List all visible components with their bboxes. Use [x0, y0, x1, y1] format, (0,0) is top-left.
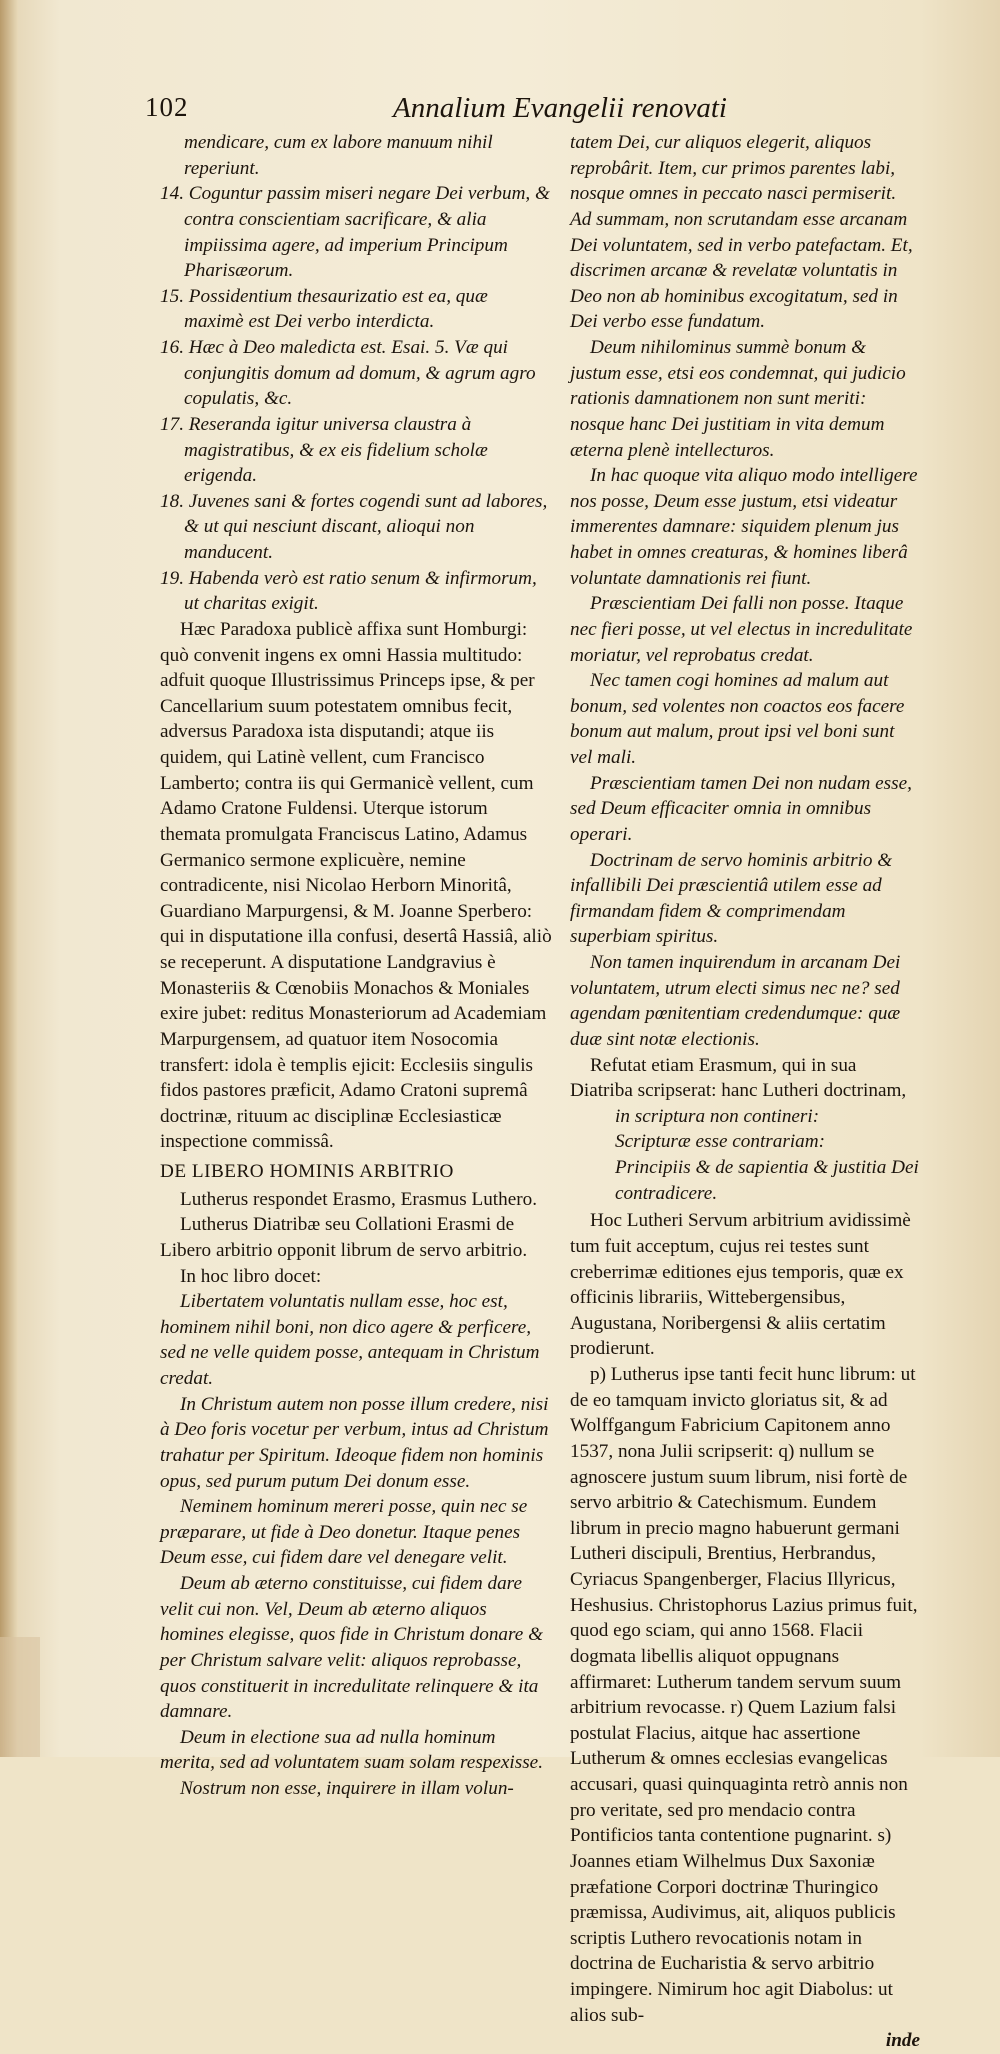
- running-title: Annalium Evangelii renovati: [393, 92, 727, 124]
- left-paragraph: Hæc Paradoxa publicè affixa sunt Homburgi: quò convenit ingens ex omni Hassia multitudo: adfuit quoque Illustrissimus Princeps ipse, & per Cancellarium suum potestatem omnibus fecit, adversus Paradoxa ista disputandi; atque iis quidem, qui Latinè vellent, cum Francisco Lamberto; contra iis qui Germanicè vellent, cum Adamo Cratone Fuldensi. Uterque istorum themata promulgata Franciscus Latino, Adamus Germanico sermone explicuère, nemine contradicente, nisi Nicolao Herborn Minoritâ, Guardiano Marpurgensi, & M. Joanne Sperbero: qui in disputatione illa confusi, desertâ Hassiâ, aliò se receperunt. A disputatione Landgravius è Monasteriis & Cœnobiis Monachos & Moniales exire jubet: reditus Monasteriorum ad Academiam Marpurgensem, ad quatuor item Nosocomia transfert: idola è templis ejicit: Ecclesiis singulis fidos pastores præficit, Adamo Cratoni supremâ doctrinæ, rituum ac disciplinæ Ecclesiasticæ inspectione commissâ.: [160, 618, 552, 1153]
- right-paragraph: Refutat etiam Erasmum, qui in sua Diatriba scripserat: hanc Lutheri doctrinam,: [570, 1054, 907, 1102]
- right-paragraph: in scriptura non contineri:: [615, 1105, 820, 1127]
- right-paragraph: Nec tamen cogi homines ad malum aut bonum, sed volentes non coactos eos facere bonum aut malum, prout ipsi vel boni sunt vel mali.: [570, 670, 905, 768]
- left-paragraph: Deum in electione sua ad nulla hominum merita, sed ad voluntatem suam solam respexisse.: [160, 1726, 543, 1774]
- left-paragraph: Neminem hominum mereri posse, quin nec se præparare, ut fide à Deo donetur. Itaque penes Deum esse, cui fidem dare vel denegare velit.: [160, 1496, 528, 1569]
- right-paragraph: tatem Dei, cur aliquos elegerit, aliquos reprobârit. Item, cur primos parentes labi, nosque omnes in peccato nasci permiserit. Ad summam, non scrutandam esse arcanam Dei voluntatem, sed in verbo patefactam. Et, discrimen arcanæ & revelatæ voluntatis in Deo non ab hominibus excogitatum, sed in Dei verbo esse fundatum.: [570, 132, 913, 333]
- left-paragraph: 16. Hæc à Deo maledicta est. Esai. 5. Væ qui conjungitis domum ad domum, & agrum agro copulatis, &c.: [160, 337, 536, 410]
- right-paragraph: Principiis & de sapientia & justitia Dei contradicere.: [615, 1157, 919, 1204]
- left-paragraph: 19. Habenda verò est ratio senum & infirmorum, ut charitas exigit.: [160, 567, 537, 615]
- right-paragraph: Non tamen inquirendum in arcanam Dei voluntatem, utrum electi simus nec ne? sed agendam pœnitentiam credendumque: quæ duæ sint notæ electionis.: [570, 952, 901, 1050]
- left-paragraph: Libertatem voluntatis nullam esse, hoc est, hominem nihil boni, non dico agere & perficere, sed ne velle quidem posse, antequam in Christum credat.: [160, 1291, 540, 1389]
- catchword: inde: [885, 2030, 920, 2052]
- left-paragraph: 14. Coguntur passim miseri negare Dei verbum, & contra conscientiam sacrificare, & alia impiissima agere, ad imperium Principum Pharisæorum.: [160, 183, 550, 282]
- page-header: [145, 92, 745, 132]
- left-paragraph: 18. Juvenes sani & fortes cogendi sunt ad labores, & ut qui nesciunt discant, alioqui non manducent.: [160, 490, 548, 563]
- section-heading: DE LIBERO HOMINIS ARBITRIO: [160, 1161, 454, 1182]
- paper-stain: [0, 1637, 40, 1757]
- right-paragraph: p) Lutherus ipse tanti fecit hunc librum: ut de eo tamquam invicto gloriatus sit, & ad Wolffgangum Fabricium Capitonem anno 1537, nona Julii scripserit: q) nullum se agnoscere justum suum librum, nisi fortè de servo arbitrio & Catechismum. Eundem librum in precio magno habuerunt germani Lutheri discipuli, Brentius, Herbrandus, Cyriacus Spangenberger, Flacius Illyricus, Heshusius. Christophorus Lazius primus fuit, quod ego sciam, qui anno 1568. Flacii dogmata libellis aliquot oppugnans affirmaret: Lutherum tandem servum suum arbitrium revocasse. r) Quem Lazium falsi postulat Flacius, aitque hac assertione Lutherum & omnes ecclesias evangelicas accusari, quasi quinquaginta retrò annis non pro veritate, sed pro mendacio contra Pontificios tanta contentione pugnarint. s) Joannes etiam Wilhelmus Dux Saxoniæ præfatione Corpori doctrinæ Thuringico præmissa, Audivimus, ait, aliquos publicis scriptis Luthero revocationis notam in doctrina de Eucharistia & servo arbitrio impingere. Nimirum hoc agit Diabolus: ut alios sub-: [570, 1364, 918, 2026]
- left-paragraph: In hoc libro docet:: [180, 1265, 322, 1287]
- page-number: 102: [145, 92, 189, 122]
- right-column: [570, 130, 920, 2054]
- left-paragraph: 15. Possidentium thesaurizatio est ea, quæ maximè est Dei verbo interdicta.: [160, 285, 488, 333]
- left-paragraph: mendicare, cum ex labore manuum nihil reperiunt.: [184, 132, 493, 179]
- right-paragraph: Præscientiam Dei falli non posse. Itaque nec fieri posse, ut vel electus in incredulitate moriatur, vel reprobatus credat.: [570, 593, 913, 666]
- right-paragraph: Doctrinam de servo hominis arbitrio & infallibili Dei præscientiâ utilem esse ad firmandam fidem & comprimendam superbiam spiritus.: [570, 849, 893, 948]
- left-paragraph: Lutherus respondet Erasmo, Erasmus Luthero.: [180, 1188, 538, 1210]
- left-paragraph: Nostrum non esse, inquirere in illam volun-: [180, 1778, 514, 1799]
- left-paragraph: Lutherus Diatribæ seu Collationi Erasmi de Libero arbitrio opponit librum de servo arbitrio.: [160, 1214, 528, 1261]
- left-paragraph: In Christum autem non posse illum credere, nisi à Deo foris vocetur per verbum, intus ad Christum trahatur per Spiritum. Ideoque fidem non hominis opus, sed purum putum Dei donum esse.: [160, 1393, 549, 1492]
- right-paragraph: In hac quoque vita aliquo modo intelligere nos posse, Deum esse justum, etsi videatur immerentes damnare: siquidem plenum jus habet in omnes creaturas, & homines liberâ voluntate damnationis rei fiunt.: [570, 465, 918, 589]
- left-column: [160, 130, 552, 1802]
- right-paragraph: Deum nihilominus summè bonum & justum esse, etsi eos condemnat, qui judicio rationis damnationem non sunt meriti: nosque hanc Dei justitiam in vita demum æterna plenè intellecturos.: [570, 337, 906, 461]
- left-paragraph: 17. Reseranda igitur universa claustra à magistratibus, & ex eis fidelium scholæ erigenda.: [160, 413, 488, 487]
- left-paragraph: Deum ab æterno constituisse, cui fidem dare velit cui non. Vel, Deum ab æterno aliquos homines elegisse, quos fide in Christum donare & per Christum salvare velit: aliquos reprobasse, quos constituerit in incredulitate relinquere & ita damnare.: [160, 1573, 544, 1723]
- right-paragraph: Hoc Lutheri Servum arbitrium avidissimè tum fuit acceptum, cujus rei testes sunt creberrimæ editiones ejus temporis, quæ ex officinis librariis, Wittebergensibus, Augustana, Noribergensi & aliis certatim prodierunt.: [570, 1210, 911, 1360]
- binding-edge: [0, 0, 18, 1757]
- right-paragraph: Scripturæ esse contrariam:: [615, 1131, 825, 1153]
- right-paragraph: Præscientiam tamen Dei non nudam esse, sed Deum efficaciter omnia in omnibus operari.: [570, 772, 912, 845]
